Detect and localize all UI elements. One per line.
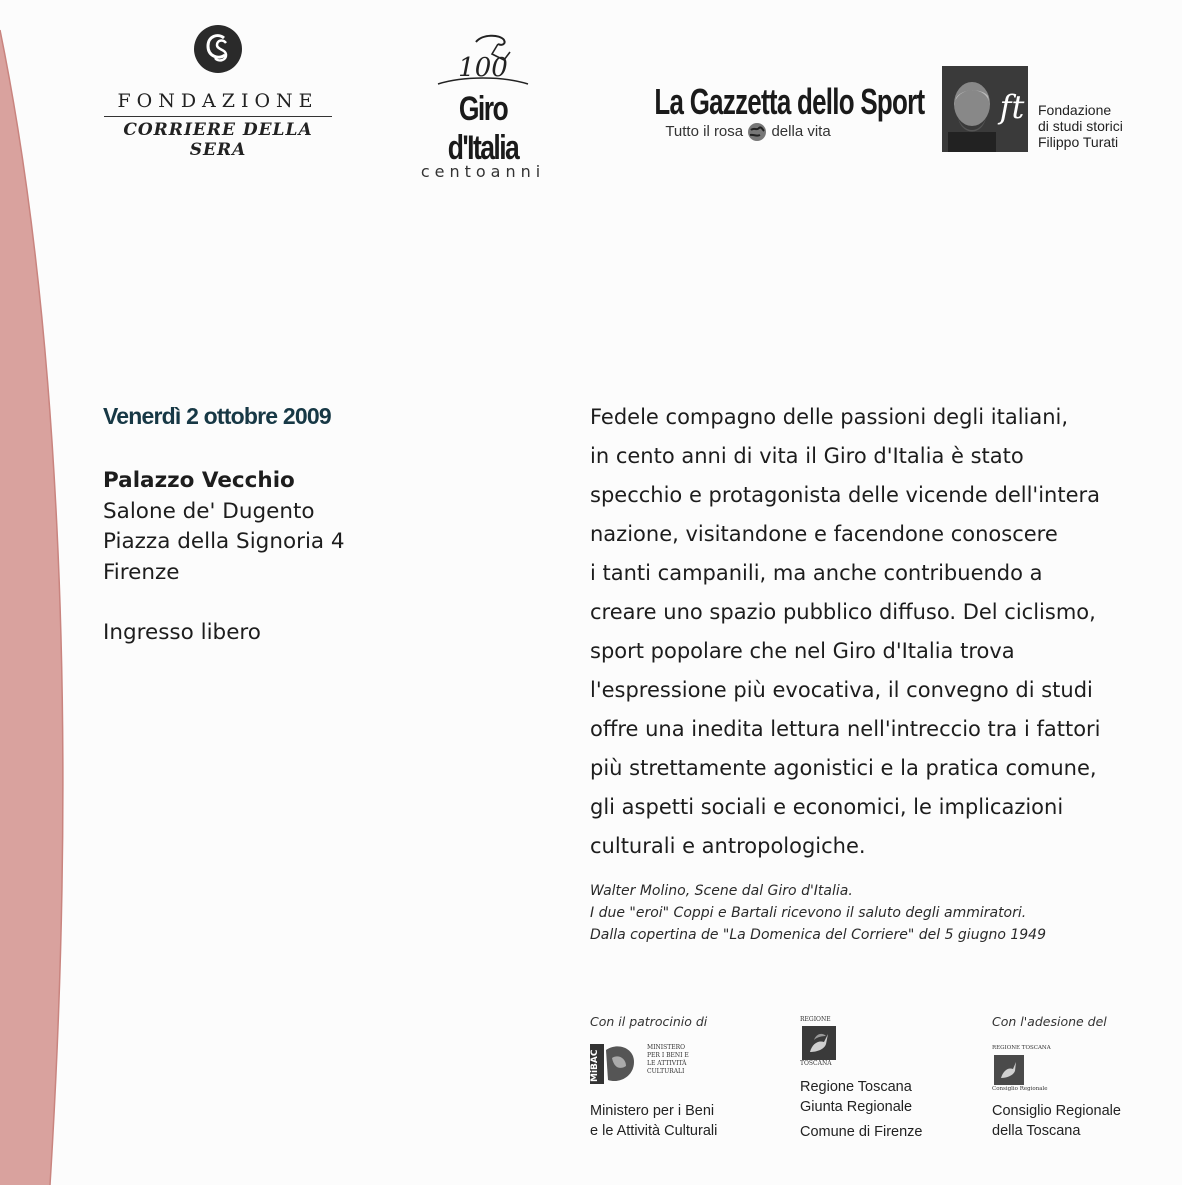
caption-line: Walter Molino, Scene dal Giro d'Italia. xyxy=(590,883,853,899)
paragraph-line: specchio e protagonista delle vicende dell'intera xyxy=(590,483,1101,507)
image-caption xyxy=(590,880,1046,946)
mibac-small-line: CULTURALI xyxy=(647,1068,685,1075)
consiglio-emblem-icon xyxy=(994,1055,1024,1085)
comune-name: Comune di Firenze xyxy=(800,1124,923,1140)
pegasus-emblem-icon xyxy=(802,1026,836,1060)
mibac-name-line: Ministero per i Beni xyxy=(590,1103,715,1119)
toscana-small-bottom: TOSCANA xyxy=(800,1060,832,1067)
gazzetta-tagline-a: Tutto il rosa xyxy=(665,122,744,140)
giro-100-cyclist-icon xyxy=(408,32,558,90)
consiglio-regionale-logo xyxy=(992,1044,1082,1094)
paragraph-line: nazione, visitandone e facendone conoscere xyxy=(590,522,1058,546)
entry-info: Ingresso libero xyxy=(103,620,261,645)
paragraph-line: offre una inedita lettura nell'intreccio tra i fattori xyxy=(590,717,1101,741)
consiglio-small-bottom: Consiglio Regionale xyxy=(992,1086,1048,1092)
paragraph-line: l'espressione più evocativa, il convegno di studi xyxy=(590,678,1093,702)
giro-italia-logo xyxy=(408,32,558,181)
mibac-small-text xyxy=(647,1044,689,1076)
mibac-small-line: MINISTERO xyxy=(647,1044,686,1051)
description-paragraph xyxy=(590,398,1170,866)
mibac-name-line: e le Attività Culturali xyxy=(590,1123,718,1139)
paragraph-line: gli aspetti sociali e economici, le implicazioni xyxy=(590,795,1064,819)
gazzetta-tagline xyxy=(618,122,878,142)
consiglio-small-top: REGIONE TOSCANA xyxy=(992,1045,1051,1051)
fcs-rule xyxy=(104,116,332,117)
regione-toscana-logo xyxy=(800,1016,860,1072)
venue-block xyxy=(103,466,345,588)
giro-number: 100 xyxy=(458,53,508,83)
gazzetta-tagline-b: della vita xyxy=(771,122,831,140)
giro-subtitle: centoanni xyxy=(420,162,546,181)
mibac-mark: MiBAC xyxy=(590,1049,600,1082)
paragraph-line: in cento anni di vita il Giro d'Italia è stato xyxy=(590,444,1024,468)
consiglio-name-line: Consiglio Regionale xyxy=(992,1103,1121,1119)
turati-portrait-icon xyxy=(942,66,1028,152)
toscana-small-top: REGIONE xyxy=(800,1016,831,1023)
toscana-name xyxy=(800,1077,912,1117)
venue-line: Firenze xyxy=(103,559,180,585)
toscana-name-line: Regione Toscana xyxy=(800,1079,912,1095)
paragraph-line: sport popolare che nel Giro d'Italia trova xyxy=(590,639,1015,663)
toscana-name-line: Giunta Regionale xyxy=(800,1099,913,1115)
turati-line: di studi storici xyxy=(1038,118,1123,134)
caption-line: I due "eroi" Coppi e Bartali ricevono il saluto degli ammiratori. xyxy=(590,905,1027,921)
globe-icon xyxy=(747,122,767,142)
patronage-label: Con il patrocinio di xyxy=(590,1014,708,1029)
venue-line: Salone de' Dugento xyxy=(103,498,315,524)
giro-title: Giro d'Italia xyxy=(447,90,519,167)
consiglio-name-line: della Toscana xyxy=(992,1123,1081,1139)
mibac-name xyxy=(590,1101,717,1141)
paragraph-line: più strettamente agonistici e la pratica comune, xyxy=(590,756,1097,780)
decorative-side-band xyxy=(0,0,80,1185)
fcs-line1: FONDAZIONE xyxy=(117,90,319,112)
gazzetta-title: La Gazzetta dello Sport xyxy=(654,81,925,122)
venue-line: Piazza della Signoria 4 xyxy=(103,529,345,554)
adesione-label: Con l'adesione del xyxy=(992,1014,1107,1029)
mibac-small-line: PER I BENI E xyxy=(647,1052,689,1059)
paragraph-line: culturali e antropologiche. xyxy=(590,834,866,858)
venue-name: Palazzo Vecchio xyxy=(103,468,295,493)
turati-text xyxy=(1038,102,1123,150)
fcs-line2: CORRIERE DELLA SERA xyxy=(123,120,313,160)
paragraph-line: Fedele compagno delle passioni degli italiani, xyxy=(590,405,1069,429)
consiglio-name xyxy=(992,1101,1121,1141)
mibac-small-line: LE ATTIVITÀ xyxy=(647,1060,687,1067)
paragraph-line: creare uno spazio pubblico diffuso. Del ciclismo, xyxy=(590,600,1096,624)
turati-line: Filippo Turati xyxy=(1038,134,1119,150)
fcs-monogram-icon xyxy=(193,24,243,74)
turati-line: Fondazione xyxy=(1038,102,1112,118)
turati-mark: ft xyxy=(999,88,1025,126)
caption-line: Dalla copertina de "La Domenica del Corriere" del 5 giugno 1949 xyxy=(590,927,1046,943)
turati-logo xyxy=(942,66,1172,156)
gazzetta-logo xyxy=(618,81,925,152)
event-date: Venerdì 2 ottobre 2009 xyxy=(103,403,331,429)
fondazione-corriere-logo xyxy=(96,24,340,160)
mibac-logo xyxy=(590,1040,700,1090)
paragraph-line: i tanti campanili, ma anche contribuendo a xyxy=(590,561,1043,585)
